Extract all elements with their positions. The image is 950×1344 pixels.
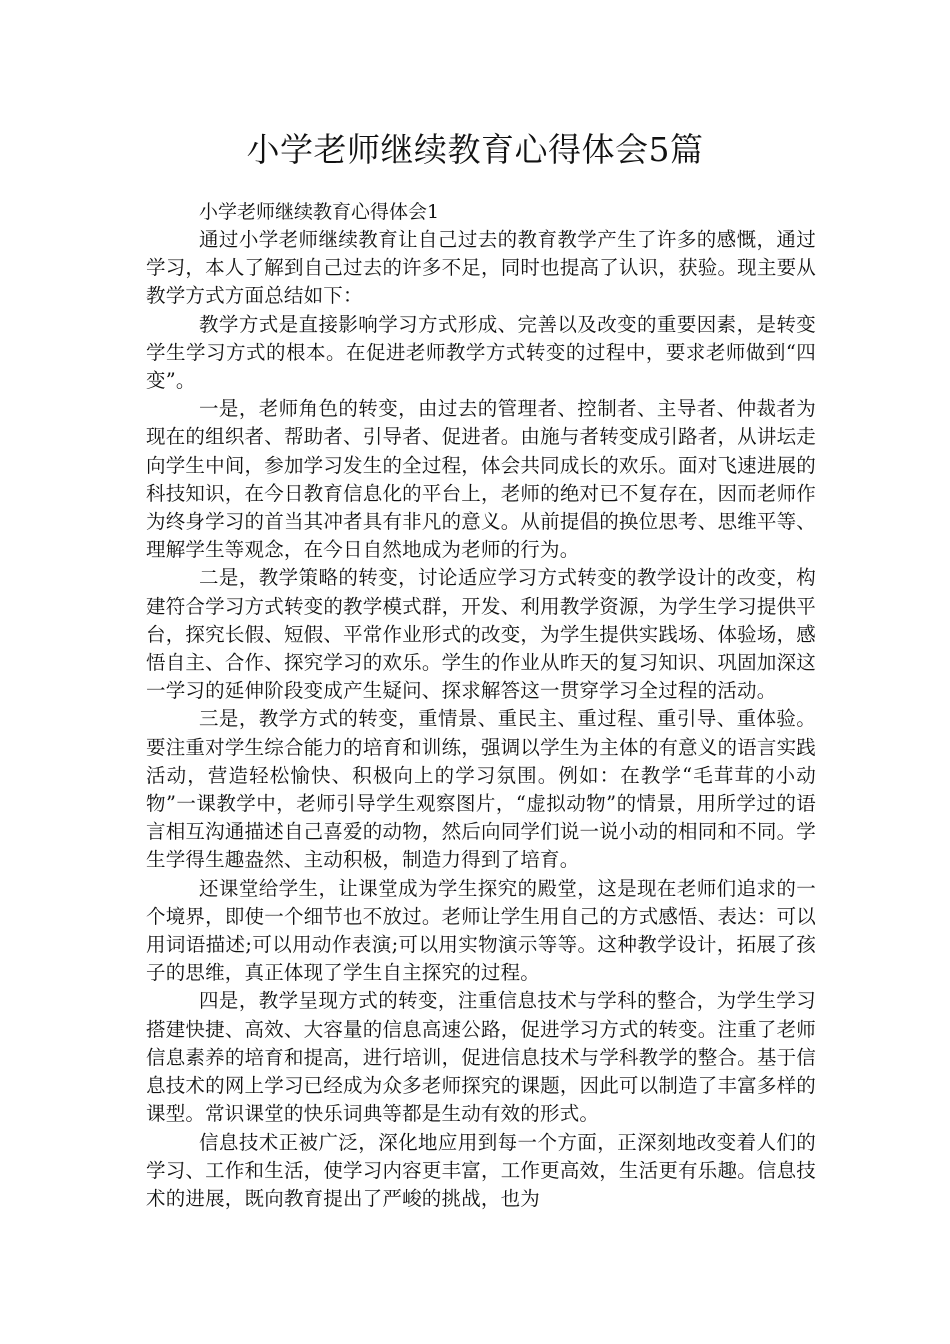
paragraph-classroom: 还课堂给学生，让课堂成为学生探究的殿堂，这是现在老师们追求的一个境界，即使一个细节也不放过。老师让学生用自己的方式感悟、表达：可以用词语描述;可以用动作表演;可以用实物演示等等。这种教学设计，拓展了孩子的思维，真正体现了学生自主探究的过程。 [146, 876, 816, 985]
paragraph-intro: 通过小学老师继续教育让自己过去的教育教学产生了许多的感慨，通过学习，本人了解到自己过去的许多不足，同时也提高了认识，获验。现主要从教学方式方面总结如下： [146, 228, 816, 308]
paragraph-presentation-change: 四是，教学呈现方式的转变，注重信息技术与学科的整合，为学生学习搭建快捷、高效、大容量的信息高速公路，促进学习方式的转变。注重了老师信息素养的培育和提高，进行培训，促进信息技术与学科教学的整合。基于信息技术的网上学习已经成为众多老师探究的课题，因此可以制造了丰富多样的课型。常识课堂的快乐词典等都是生动有效的形式。 [146, 989, 816, 1126]
paragraph-role-change: 一是，老师角色的转变，由过去的管理者、控制者、主导者、仲裁者为现在的组织者、帮助者、引导者、促进者。由施与者转变成引路者，从讲坛走向学生中间，参加学习发生的全过程，体会共同成长的欢乐。面对飞速进展的科技知识，在今日教育信息化的平台上，老师的绝对已不复存在，因而老师作为终身学习的首当其冲者具有非凡的意义。从前提倡的换位思考、思维平等、理解学生等观念，在今日自然地成为老师的行为。 [146, 397, 816, 562]
paragraph-information-technology: 信息技术正被广泛，深化地应用到每一个方面，正深刻地改变着人们的学习、工作和生活，使学习内容更丰富，工作更高效，生活更有乐趣。信息技术的进展，既向教育提出了严峻的挑战，也为 [146, 1130, 816, 1210]
paragraph-method-change: 三是，教学方式的转变，重情景、重民主、重过程、重引导、重体验。要注重对学生综合能力的培育和训练，强调以学生为主体的有意义的语言实践活动，营造轻松愉快、积极向上的学习氛围。例如：在教学“毛茸茸的小动物”一课教学中，老师引导学生观察图片，“虚拟动物”的情景，用所学过的语言相互沟通描述自己喜爱的动物，然后向同学们说一说小动的相同和不同。学生学得生趣盎然、主动积极，制造力得到了培育。 [146, 707, 816, 872]
document-title: 小学老师继续教育心得体会5篇 [246, 130, 704, 169]
document-body [146, 198, 816, 1213]
paragraph-strategy-change: 二是，教学策略的转变，讨论适应学习方式转变的教学设计的改变，构建符合学习方式转变的教学模式群，开发、利用教学资源，为学生学习提供平台，探究长假、短假、平常作业形式的改变，为学生提供实践场、体验场，感悟自主、合作、探究学习的欢乐。学生的作业从昨天的复习知识、巩固加深这一学习的延伸阶段变成产生疑问、探求解答这一贯穿学习全过程的活动。 [146, 566, 816, 703]
paragraph-teaching-method: 教学方式是直接影响学习方式形成、完善以及改变的重要因素，是转变学生学习方式的根本。在促进老师教学方式转变的过程中，要求老师做到“四变”。 [146, 312, 816, 393]
section-heading: 小学老师继续教育心得体会1 [199, 201, 440, 223]
